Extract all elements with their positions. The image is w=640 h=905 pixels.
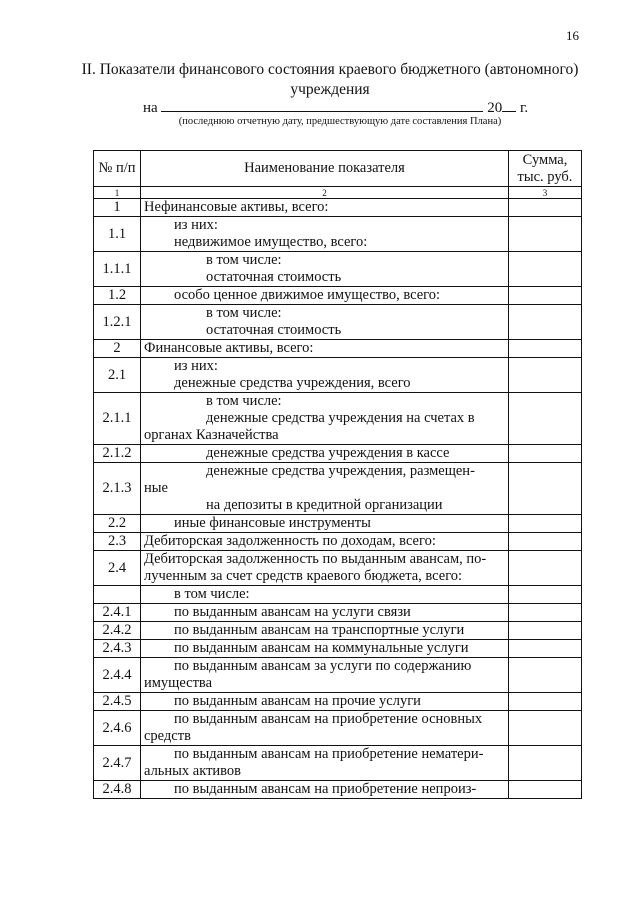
table-row	[94, 287, 582, 305]
row-number	[94, 586, 141, 604]
indicator-text-line: по выданным авансам за услуги по содержанию	[174, 658, 472, 674]
row-sum-cell	[509, 515, 582, 533]
row-number: 1	[94, 199, 141, 217]
indicator-text-line: лученным за счет средств краевого бюджета, всего:	[144, 568, 463, 584]
indicator-text-line: Дебиторская задолженность по доходам, всего:	[144, 533, 436, 549]
table-row	[94, 393, 582, 445]
row-number: 1.1	[94, 217, 141, 252]
row-number: 2.1	[94, 358, 141, 393]
table-row	[94, 217, 582, 252]
table-row	[94, 252, 582, 287]
row-indicator-name	[141, 658, 509, 693]
row-sum-cell	[509, 746, 582, 781]
indicator-text-line: по выданным авансам на коммунальные услуги	[174, 640, 469, 656]
indicator-text-line: из них:	[174, 217, 218, 233]
report-date-line	[143, 97, 528, 117]
table-row	[94, 781, 582, 799]
row-indicator-name	[141, 252, 509, 287]
row-indicator-name	[141, 533, 509, 551]
row-number: 2.4	[94, 551, 141, 586]
row-sum-cell	[509, 393, 582, 445]
date-suffix: г.	[519, 100, 529, 116]
title-line-1: II. Показатели финансового состояния краевого бюджетного (автономного)	[81, 61, 579, 78]
table-row	[94, 693, 582, 711]
indicator-text-line: денежные средства учреждения на счетах в	[206, 410, 475, 426]
indicator-text-line: по выданным авансам на приобретение непроиз-	[174, 781, 477, 797]
row-sum-cell	[509, 551, 582, 586]
row-number: 2.4.8	[94, 781, 141, 799]
indicator-text-line: Дебиторская задолженность по выданным авансам, по-	[144, 551, 487, 567]
row-indicator-name	[141, 693, 509, 711]
column-number-2: 2	[141, 187, 509, 199]
indicator-text-line: на депозиты в кредитной организации	[206, 497, 443, 513]
row-number: 2.1.3	[94, 463, 141, 515]
table-row	[94, 622, 582, 640]
date-year: 20	[487, 100, 503, 116]
indicator-text-line: имущества	[144, 675, 213, 691]
table-row	[94, 515, 582, 533]
row-indicator-name	[141, 358, 509, 393]
row-indicator-name	[141, 711, 509, 746]
indicator-text-line: в том числе:	[206, 393, 282, 409]
row-indicator-name	[141, 746, 509, 781]
row-indicator-name	[141, 515, 509, 533]
row-sum-cell	[509, 622, 582, 640]
indicator-text-line: по выданным авансам на приобретение нематери-	[174, 746, 484, 762]
table-row	[94, 658, 582, 693]
row-indicator-name	[141, 305, 509, 340]
row-number: 2.1.2	[94, 445, 141, 463]
table-row	[94, 640, 582, 658]
row-sum-cell	[509, 217, 582, 252]
table-row	[94, 445, 582, 463]
page-number: 16	[566, 28, 579, 43]
column-numbers-row	[94, 187, 582, 199]
row-sum-cell	[509, 305, 582, 340]
indicator-text-line: денежные средства учреждения в кассе	[206, 445, 450, 461]
row-sum-cell	[509, 693, 582, 711]
row-indicator-name	[141, 551, 509, 586]
indicator-text-line: из них:	[174, 358, 218, 374]
table-row	[94, 340, 582, 358]
row-indicator-name	[141, 640, 509, 658]
row-indicator-name	[141, 199, 509, 217]
indicator-text-line: недвижимое имущество, всего:	[174, 234, 368, 250]
financial-indicators-table	[93, 150, 582, 799]
row-number: 2.3	[94, 533, 141, 551]
table-header-row	[94, 151, 582, 187]
table-row	[94, 199, 582, 217]
row-number: 2.4.6	[94, 711, 141, 746]
row-number: 1.2.1	[94, 305, 141, 340]
row-number: 1.1.1	[94, 252, 141, 287]
row-sum-cell	[509, 781, 582, 799]
row-sum-cell	[509, 445, 582, 463]
indicator-text-line: Финансовые активы, всего:	[144, 340, 314, 356]
row-sum-cell	[509, 604, 582, 622]
indicator-text-line: по выданным авансам на услуги связи	[174, 604, 411, 620]
indicator-text-line: Нефинансовые активы, всего:	[144, 199, 329, 215]
indicator-text-line: в том числе:	[206, 252, 282, 268]
indicator-text-line: в том числе:	[174, 586, 250, 602]
indicator-text-line: остаточная стоимость	[206, 322, 342, 338]
row-indicator-name	[141, 445, 509, 463]
row-indicator-name	[141, 287, 509, 305]
date-caption: (последнюю отчетную дату, предшествующую дате составления Плана)	[178, 116, 502, 127]
row-indicator-name	[141, 604, 509, 622]
row-sum-cell	[509, 640, 582, 658]
header-sum: Сумма, тыс. руб.	[509, 151, 582, 187]
row-indicator-name	[141, 781, 509, 799]
indicator-text-line: денежные средства учреждения, размещен-	[206, 463, 475, 479]
row-sum-cell	[509, 711, 582, 746]
column-number-1: 1	[94, 187, 141, 199]
date-prefix: на	[143, 100, 158, 116]
date-blank-field	[161, 97, 483, 112]
column-number-3: 3	[509, 187, 582, 199]
indicator-text-line: особо ценное движимое имущество, всего:	[174, 287, 441, 303]
table-row	[94, 305, 582, 340]
row-sum-cell	[509, 658, 582, 693]
row-indicator-name	[141, 463, 509, 515]
table-row	[94, 711, 582, 746]
row-number: 2.4.1	[94, 604, 141, 622]
indicator-text-line: средств	[144, 728, 191, 744]
row-sum-cell	[509, 533, 582, 551]
indicator-text-line: в том числе:	[206, 305, 282, 321]
row-indicator-name	[141, 622, 509, 640]
row-number: 2.4.3	[94, 640, 141, 658]
indicator-text-line: по выданным авансам на транспортные услуги	[174, 622, 465, 638]
row-indicator-name	[141, 217, 509, 252]
indicator-text-line: ные	[144, 480, 168, 496]
title-line-2: учреждения	[290, 81, 370, 98]
header-indicator-name: Наименование показателя	[141, 151, 509, 187]
row-sum-cell	[509, 252, 582, 287]
row-number: 2.4.7	[94, 746, 141, 781]
row-number: 2.2	[94, 515, 141, 533]
row-sum-cell	[509, 586, 582, 604]
row-sum-cell	[509, 340, 582, 358]
table-row	[94, 746, 582, 781]
table-row	[94, 533, 582, 551]
row-number: 1.2	[94, 287, 141, 305]
header-number: № п/п	[94, 151, 141, 187]
table-row	[94, 358, 582, 393]
year-blank-field	[502, 97, 516, 112]
row-number: 2.4.2	[94, 622, 141, 640]
row-indicator-name	[141, 586, 509, 604]
indicator-text-line: по выданным авансам на прочие услуги	[174, 693, 421, 709]
row-sum-cell	[509, 199, 582, 217]
row-number: 2.1.1	[94, 393, 141, 445]
row-indicator-name	[141, 340, 509, 358]
indicator-text-line: органах Казначейства	[144, 427, 279, 443]
row-number: 2.4.5	[94, 693, 141, 711]
table-row	[94, 586, 582, 604]
table-row	[94, 463, 582, 515]
row-indicator-name	[141, 393, 509, 445]
table-row	[94, 551, 582, 586]
indicator-text-line: альных активов	[144, 763, 242, 779]
row-number: 2.4.4	[94, 658, 141, 693]
row-number: 2	[94, 340, 141, 358]
document-title	[60, 60, 600, 100]
table-row	[94, 604, 582, 622]
indicator-text-line: иные финансовые инструменты	[174, 515, 371, 531]
indicator-text-line: остаточная стоимость	[206, 269, 342, 285]
indicator-text-line: денежные средства учреждения, всего	[174, 375, 411, 391]
indicator-text-line: по выданным авансам на приобретение основных	[174, 711, 483, 727]
row-sum-cell	[509, 287, 582, 305]
row-sum-cell	[509, 358, 582, 393]
row-sum-cell	[509, 463, 582, 515]
